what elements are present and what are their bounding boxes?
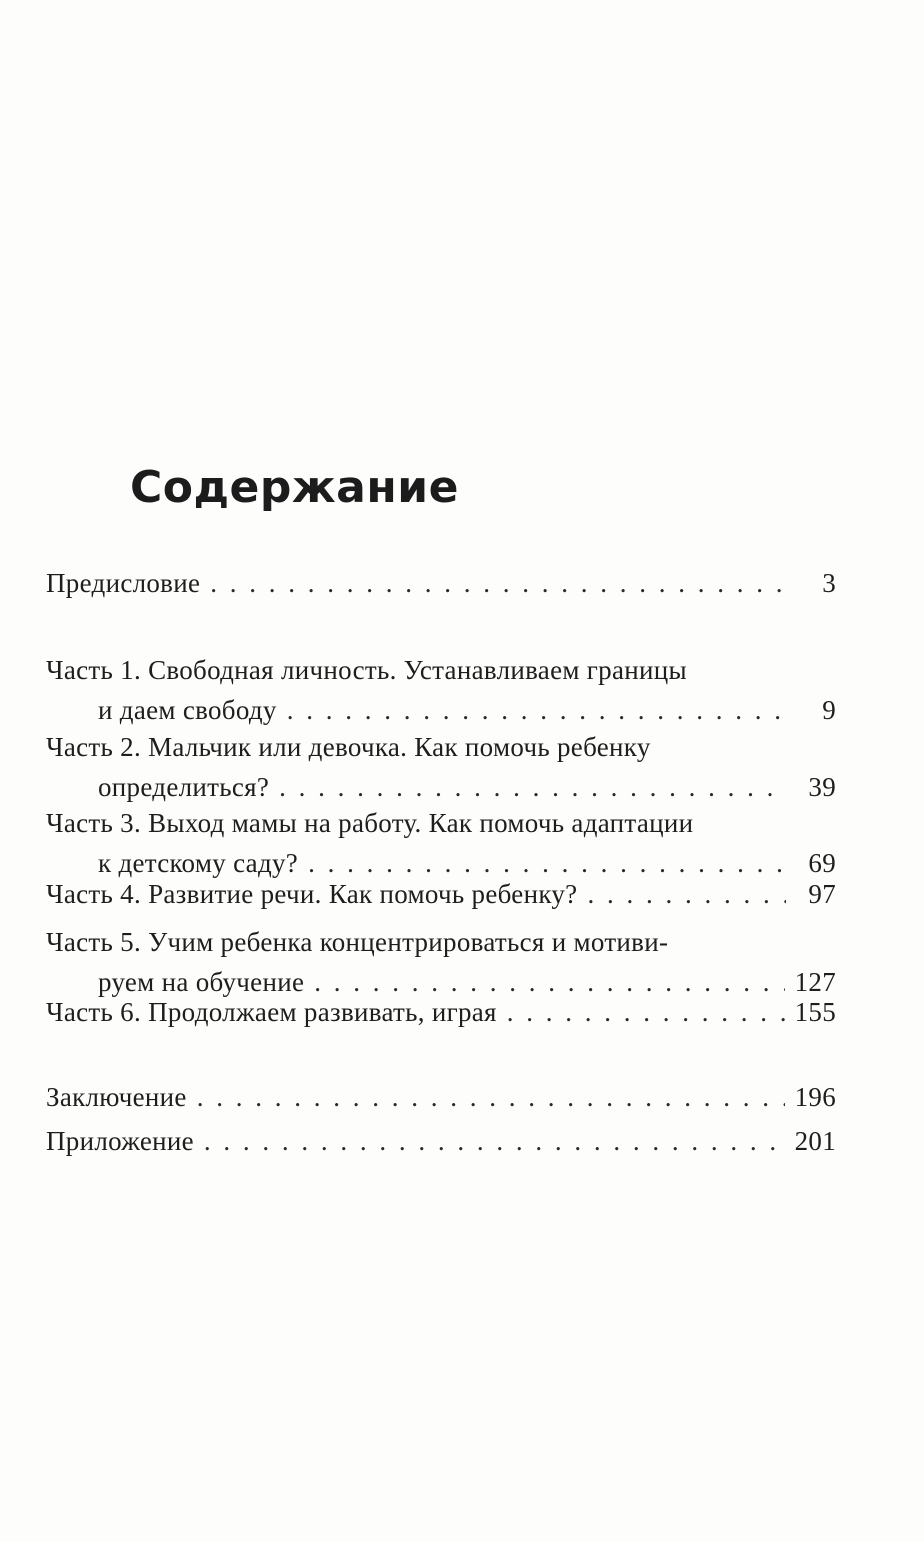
toc-entry-title-continued: и даем свободу bbox=[98, 695, 277, 725]
toc-entry-title: Заключение bbox=[46, 1082, 187, 1112]
toc-page-number: 201 bbox=[794, 1126, 836, 1156]
toc-entry-title: Часть 2. Мальчик или девочка. Как помочь ребенку bbox=[46, 732, 651, 762]
toc-entry-title: Часть 6. Продолжаем развивать, играя bbox=[46, 997, 497, 1027]
toc-entry-part-6 bbox=[46, 992, 836, 1032]
toc-entry-title-continued: определиться? bbox=[98, 772, 270, 802]
toc-entry-title-continued: руем на обучение bbox=[98, 967, 305, 997]
toc-entry-title: Часть 1. Свободная личность. Устанавливаем границы bbox=[46, 655, 687, 685]
toc-entry-title: Часть 5. Учим ребенка концентрироваться и мотиви- bbox=[46, 927, 669, 957]
toc-entry-title: Часть 3. Выход мамы на работу. Как помочь адаптации bbox=[46, 808, 694, 838]
toc-entry-part-1 bbox=[46, 650, 836, 730]
toc-entry-title: Часть 4. Развитие речи. Как помочь ребенку? bbox=[46, 879, 578, 909]
dot-leader bbox=[279, 767, 786, 807]
toc-page-number: 9 bbox=[822, 695, 836, 725]
toc-entry-title-continued: к детскому саду? bbox=[98, 848, 299, 878]
toc-page-number: 69 bbox=[808, 848, 836, 878]
toc-entry-conclusion bbox=[46, 1077, 836, 1117]
dot-leader bbox=[507, 992, 785, 1032]
dot-leader bbox=[197, 1077, 785, 1117]
toc-page-number: 97 bbox=[808, 879, 836, 909]
toc-page-number: 39 bbox=[808, 772, 836, 802]
toc-entry-part-2 bbox=[46, 727, 836, 807]
dot-leader bbox=[210, 563, 786, 603]
toc-page-number: 127 bbox=[794, 967, 836, 997]
toc-entry-title: Приложение bbox=[46, 1126, 194, 1156]
toc-entry-title: Предисловие bbox=[46, 568, 201, 598]
toc-entry-part-5 bbox=[46, 922, 836, 1002]
toc-heading: Содержание bbox=[130, 462, 459, 513]
dot-leader bbox=[287, 690, 786, 730]
toc-page-number: 196 bbox=[794, 1082, 836, 1112]
dot-leader bbox=[204, 1121, 785, 1161]
toc-entry-part-3 bbox=[46, 803, 836, 883]
toc-page-number: 3 bbox=[822, 568, 836, 598]
toc-entry-part-4 bbox=[46, 874, 836, 914]
dot-leader bbox=[587, 874, 786, 914]
toc-page-number: 155 bbox=[794, 997, 836, 1027]
toc-entry-appendix bbox=[46, 1121, 836, 1161]
toc-entry-preface bbox=[46, 563, 836, 603]
